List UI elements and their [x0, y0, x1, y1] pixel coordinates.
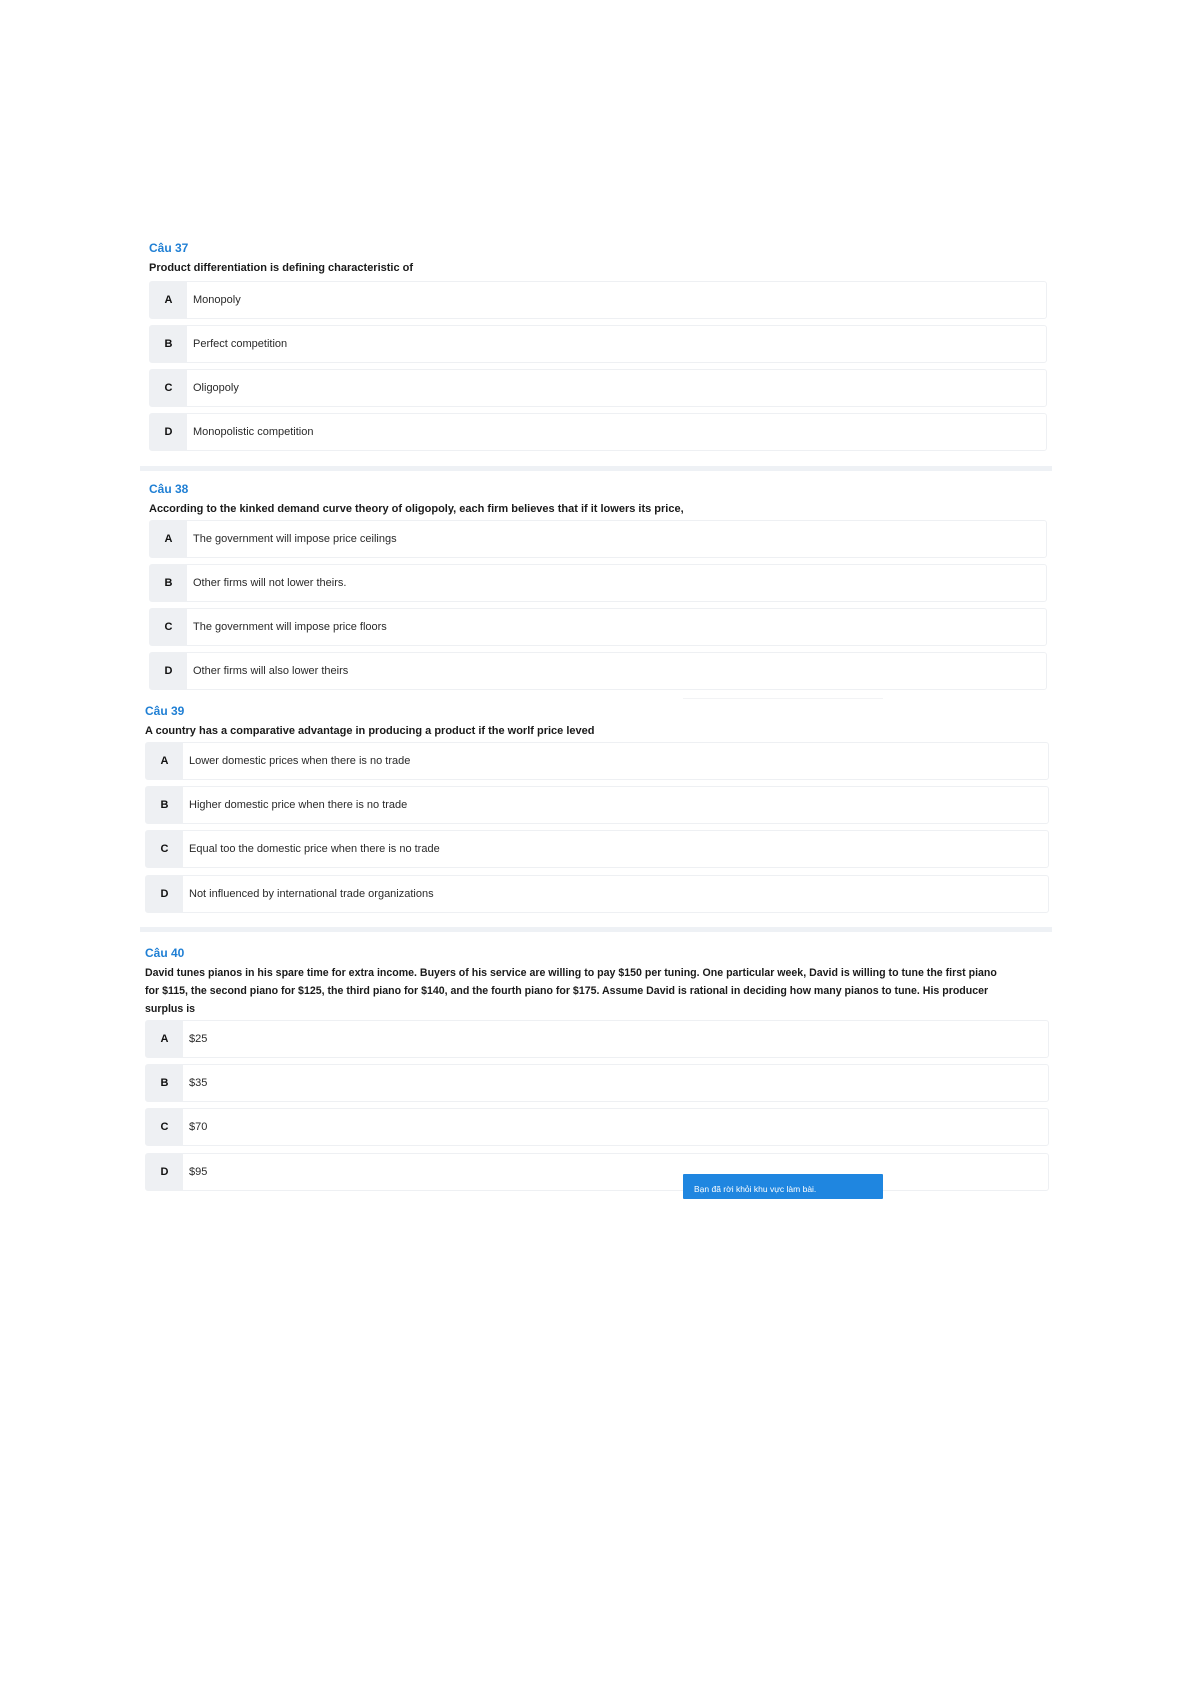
divider	[683, 698, 883, 699]
option-letter: C	[146, 831, 183, 867]
option-b[interactable]	[145, 1064, 1049, 1102]
option-text: The government will impose price ceilings	[193, 533, 397, 545]
option-b[interactable]	[149, 564, 1047, 602]
option-c[interactable]	[149, 369, 1047, 407]
option-d[interactable]	[149, 413, 1047, 451]
question-text-line: surplus is	[145, 1003, 196, 1015]
option-a[interactable]	[145, 1020, 1049, 1058]
question-40	[145, 946, 1055, 1018]
option-a[interactable]	[149, 281, 1047, 319]
option-text: $70	[189, 1121, 208, 1133]
question-text-line: David tunes pianos in his spare time for extra income. Buyers of his service are willing to pay $150 per tuning. One particular week, David is willing to tune the first piano	[145, 967, 997, 979]
option-text: Higher domestic price when there is no trade	[189, 799, 408, 811]
option-c[interactable]	[149, 608, 1047, 646]
option-letter: B	[146, 1065, 183, 1101]
option-letter: B	[146, 787, 183, 823]
option-letter: C	[146, 1109, 183, 1145]
option-c[interactable]	[145, 1108, 1049, 1146]
question-text: According to the kinked demand curve theory of oligopoly, each firm believes that if it lowers its price,	[149, 503, 684, 515]
option-letter: D	[146, 876, 183, 912]
option-letter: B	[150, 326, 187, 362]
question-text: Product differentiation is defining characteristic of	[149, 262, 414, 274]
question-title: Câu 39	[145, 704, 185, 718]
option-text: Not influenced by international trade organizations	[189, 888, 434, 900]
option-letter: A	[146, 743, 183, 779]
option-d[interactable]	[145, 1153, 1049, 1191]
option-letter: C	[150, 609, 187, 645]
option-text: $35	[189, 1077, 208, 1089]
option-a[interactable]	[149, 520, 1047, 558]
question-text-line: for $115, the second piano for $125, the third piano for $140, and the fourth piano for $175. Assume David is rational in deciding how many pianos to tune. His producer	[145, 985, 989, 997]
option-letter: A	[150, 282, 187, 318]
option-text: The government will impose price floors	[193, 621, 387, 633]
option-letter: D	[150, 414, 187, 450]
option-text: Oligopoly	[193, 382, 239, 394]
option-letter: D	[150, 653, 187, 689]
option-letter: A	[146, 1021, 183, 1057]
option-text: Other firms will not lower theirs.	[193, 577, 347, 589]
question-title: Câu 40	[145, 946, 185, 960]
option-letter: A	[150, 521, 187, 557]
option-d[interactable]	[149, 652, 1047, 690]
option-text: $25	[189, 1033, 208, 1045]
option-text: Monopolistic competition	[193, 426, 314, 438]
option-c[interactable]	[145, 830, 1049, 868]
toast-notification	[683, 1174, 883, 1199]
toast-message: Bạn đã rời khỏi khu vực làm bài.	[694, 1183, 817, 1194]
option-text: Equal too the domestic price when there is no trade	[189, 843, 440, 855]
question-text	[145, 964, 1055, 1018]
option-letter: B	[150, 565, 187, 601]
question-separator	[140, 466, 1052, 471]
option-letter: C	[150, 370, 187, 406]
option-text: Perfect competition	[193, 338, 288, 350]
option-a[interactable]	[145, 742, 1049, 780]
question-37	[149, 241, 413, 277]
question-title: Câu 37	[149, 241, 189, 255]
question-text: A country has a comparative advantage in producing a product if the worlf price leved	[145, 725, 595, 737]
option-text: Monopoly	[193, 294, 241, 306]
question-38	[149, 482, 684, 518]
option-b[interactable]	[149, 325, 1047, 363]
option-b[interactable]	[145, 786, 1049, 824]
option-text: Lower domestic prices when there is no trade	[189, 755, 411, 767]
question-separator	[140, 927, 1052, 932]
option-letter: D	[146, 1154, 183, 1190]
question-title: Câu 38	[149, 482, 189, 496]
option-text: $95	[189, 1166, 208, 1178]
question-39	[145, 704, 594, 740]
option-d[interactable]	[145, 875, 1049, 913]
option-text: Other firms will also lower theirs	[193, 665, 349, 677]
